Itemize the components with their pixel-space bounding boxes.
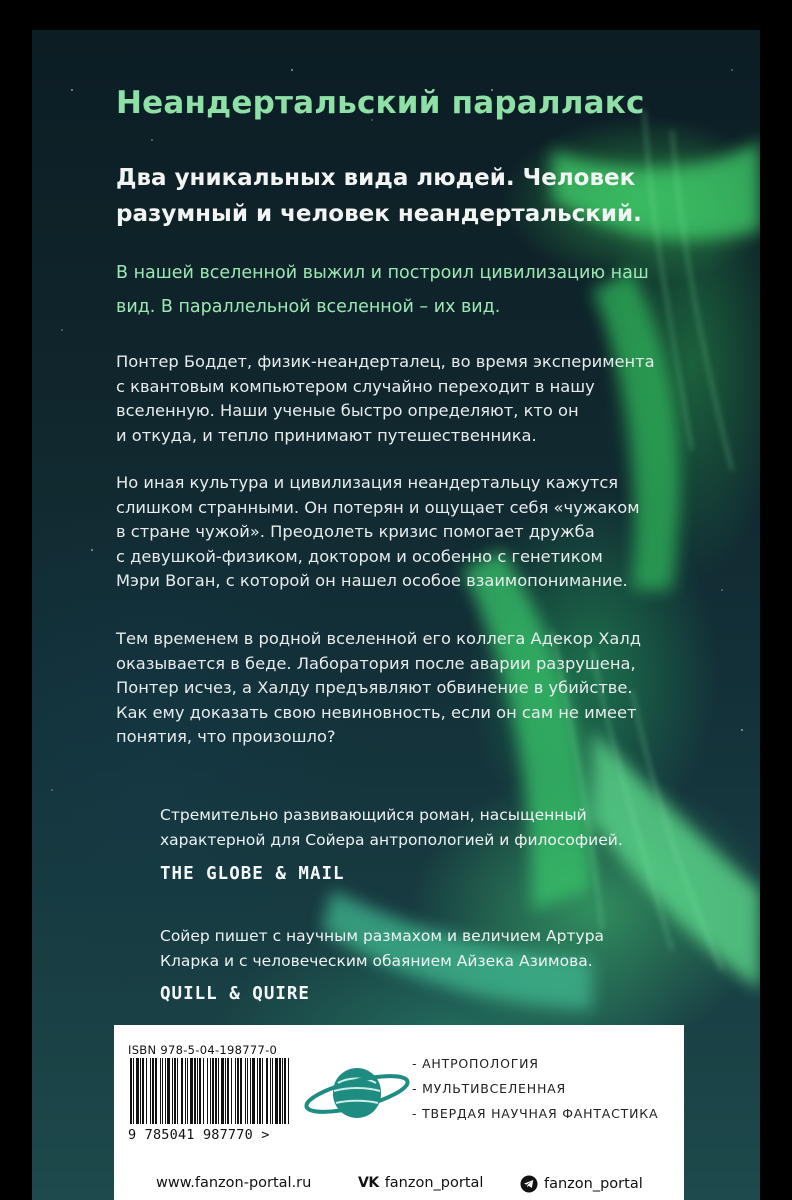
review-quote-2: Сойер пишет с научным размахом и величием Артура Кларка и с человеческим обаянием Айзека Азимова. [160,927,605,970]
subheadline: Два уникальных вида людей. Человек разумный и человек неандертальский. [116,165,642,227]
saturn-planet-icon [302,1047,412,1137]
vk-handle: fanzon_portal [384,1175,484,1191]
synopsis-paragraph-2: Но иная культура и цивилизация неандертальцу кажутся слишком странными. Он потерян и ощущает себя «чужаком в стране чужой». Преодолеть кризис помогает дружба с девушкой-физиком, доктором и особенно с генетиком Мэри Воган, с которой он нашел особое взаимопонимание. [116,473,640,590]
barcode [128,1058,294,1124]
barcode-digits: 9 785041 987770 > [128,1127,270,1143]
book-title: Неандертальский параллакс [116,85,645,121]
vk-icon: VK [358,1175,379,1191]
website-link[interactable]: www.fanzon-portal.ru [156,1175,312,1191]
telegram-link[interactable] [520,1175,643,1193]
vk-link[interactable] [358,1175,483,1191]
synopsis-paragraph-1: Понтер Боддет, физик-неандерталец, во время эксперимента с квантовым компьютером случайно переходит в нашу вселенную. Наши ученые быстро определяют, кто он и откуда, и тепло принимают путешественника. [116,352,655,445]
genre-tag: - МУЛЬТИВСЕЛЕННАЯ [412,1081,566,1096]
lead-paragraph: В нашей вселенной выжил и построил цивилизацию наш вид. В параллельной вселенной – их вид. [116,263,649,317]
genre-tag: - АНТРОПОЛОГИЯ [412,1056,539,1071]
telegram-handle: fanzon_portal [544,1176,643,1192]
isbn-label: ISBN 978-5-04-198777-0 [128,1043,278,1057]
review-source-2: QUILL & QUIRE [160,984,310,1004]
synopsis-paragraph-3: Тем временем в родной вселенной его коллега Адекор Халд оказывается в беде. Лаборатория после аварии разрушена, Понтер исчез, а Халду предъявляют обвинение в убийстве. Как ему доказать свою невиновность, если он сам не имеет понятия, что произошло? [116,629,642,746]
genre-tags [412,1051,658,1126]
contact-links [156,1175,676,1197]
telegram-icon [520,1175,538,1193]
review-quote-1: Стремительно развивающийся роман, насыщенный характерной для Сойера антропологией и философией. [160,806,623,849]
review-source-1: THE GLOBE & MAIL [160,864,345,884]
info-panel [114,1025,684,1200]
genre-tag: - ТВЕРДАЯ НАУЧНАЯ ФАНТАСТИКА [412,1106,659,1121]
book-back-cover [32,30,760,1200]
